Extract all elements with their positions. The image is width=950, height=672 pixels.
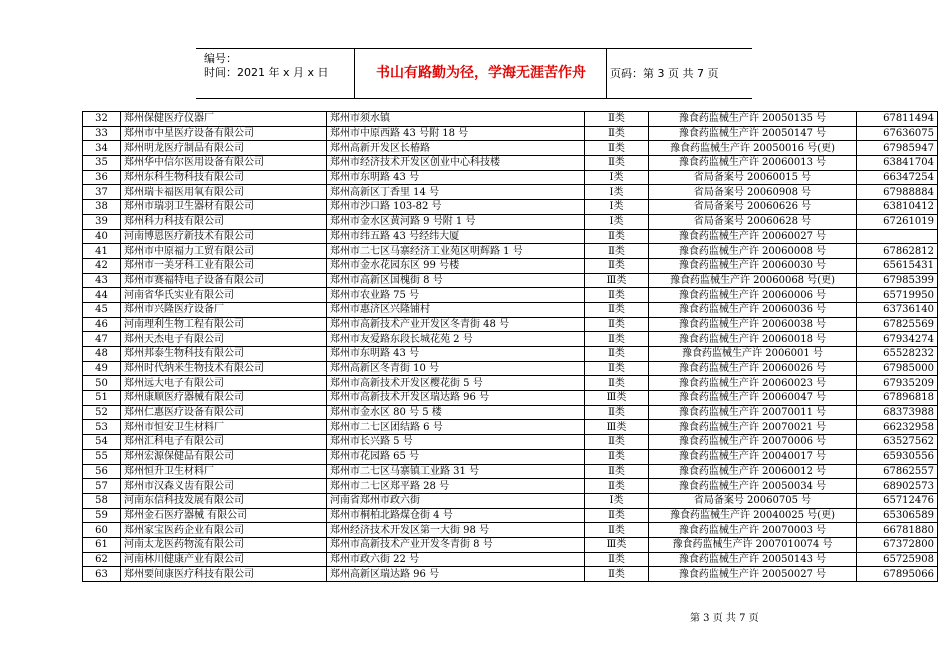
phone-number: 67261019 xyxy=(857,214,938,229)
row-number: 47 xyxy=(83,332,121,347)
table-row xyxy=(83,229,938,244)
company-name: 郑州瑞卡福医用氧有限公司 xyxy=(121,185,327,200)
document-number-label: 编号： xyxy=(204,52,237,65)
device-category: Ⅱ类 xyxy=(585,288,649,303)
license-number: 豫食药监械生产许 20070006 号 xyxy=(649,435,857,450)
company-address: 郑州市桐柏北路煤仓街 4 号 xyxy=(327,508,585,523)
license-number: 豫食药监械生产许 20060068 号(更) xyxy=(649,273,857,288)
table-row xyxy=(83,273,938,288)
company-name: 郑州仁惠医疗设备有限公司 xyxy=(121,405,327,420)
device-category: Ⅱ类 xyxy=(585,435,649,450)
license-number: 省局备案号 20060908 号 xyxy=(649,185,857,200)
table-row xyxy=(83,302,938,317)
header-divider xyxy=(606,49,607,98)
table-row xyxy=(83,112,938,127)
device-category: Ⅱ类 xyxy=(585,141,649,156)
table-row xyxy=(83,156,938,171)
phone-number: 67985000 xyxy=(857,361,938,376)
license-number: 豫食药监械生产许 20060038 号 xyxy=(649,317,857,332)
device-category: Ⅱ类 xyxy=(585,332,649,347)
row-number: 63 xyxy=(83,567,121,582)
device-category: Ⅱ类 xyxy=(585,361,649,376)
company-address: 郑州市高新技术产业开发冬青街 8 号 xyxy=(327,537,585,552)
phone-number: 66347254 xyxy=(857,170,938,185)
table-row xyxy=(83,200,938,215)
company-name: 郑州天杰电子有限公司 xyxy=(121,332,327,347)
page-header xyxy=(196,48,752,99)
device-category: Ⅱ类 xyxy=(585,464,649,479)
row-number: 44 xyxy=(83,288,121,303)
license-number: 豫食药监械生产许 20070003 号 xyxy=(649,523,857,538)
row-number: 39 xyxy=(83,214,121,229)
phone-number: 65615431 xyxy=(857,258,938,273)
company-address: 郑州市沙口路 103-82 号 xyxy=(327,200,585,215)
row-number: 59 xyxy=(83,508,121,523)
license-number: 豫食药监械生产许 20050016 号(更) xyxy=(649,141,857,156)
company-address: 郑州市二七区马寨经济工业苑区明辉路 1 号 xyxy=(327,244,585,259)
license-number: 豫食药监械生产许 20060027 号 xyxy=(649,229,857,244)
row-number: 37 xyxy=(83,185,121,200)
header-divider xyxy=(354,49,355,98)
company-address: 郑州市须水镇 xyxy=(327,112,585,127)
company-address: 郑州市金水区 80 号 5 楼 xyxy=(327,405,585,420)
company-name: 河南太龙医药物流有限公司 xyxy=(121,537,327,552)
header-page-info: 页码：第 3 页 共 7 页 xyxy=(610,67,719,80)
license-number: 省局备案号 20060626 号 xyxy=(649,200,857,215)
device-category: Ⅲ类 xyxy=(585,391,649,406)
company-address: 郑州市纬五路 43 号经纬大厦 xyxy=(327,229,585,244)
license-number: 豫食药监械生产许 20060018 号 xyxy=(649,332,857,347)
company-name: 郑州时代纳米生物技术有限公司 xyxy=(121,361,327,376)
phone-number: 63736140 xyxy=(857,302,938,317)
license-number: 豫食药监械生产许 20060006 号 xyxy=(649,288,857,303)
device-category: Ⅱ类 xyxy=(585,156,649,171)
license-number: 豫食药监械生产许 20050143 号 xyxy=(649,552,857,567)
table-row xyxy=(83,244,938,259)
row-number: 42 xyxy=(83,258,121,273)
phone-number: 65930556 xyxy=(857,449,938,464)
license-number: 豫食药监械生产许 20070011 号 xyxy=(649,405,857,420)
company-address: 郑州高新开发区长椿路 xyxy=(327,141,585,156)
device-category: Ⅱ类 xyxy=(585,126,649,141)
license-number: 省局备案号 20060015 号 xyxy=(649,170,857,185)
table-row xyxy=(83,479,938,494)
license-number: 豫食药监械生产许 20060036 号 xyxy=(649,302,857,317)
company-address: 郑州高新区丁香里 14 号 xyxy=(327,185,585,200)
row-number: 34 xyxy=(83,141,121,156)
table-row xyxy=(83,552,938,567)
row-number: 49 xyxy=(83,361,121,376)
license-number: 豫食药监械生产许 20060008 号 xyxy=(649,244,857,259)
company-name: 郑州保健医疗仪器厂 xyxy=(121,112,327,127)
company-name: 河南理利生物工程有限公司 xyxy=(121,317,327,332)
company-name: 郑州宏源保健品有限公司 xyxy=(121,449,327,464)
table-row xyxy=(83,567,938,582)
company-name: 郑州市赛福特电子设备有限公司 xyxy=(121,273,327,288)
phone-number: 67862557 xyxy=(857,464,938,479)
header-meta xyxy=(204,52,329,80)
phone-number: 67985399 xyxy=(857,273,938,288)
device-category: Ⅰ类 xyxy=(585,170,649,185)
device-category: Ⅱ类 xyxy=(585,508,649,523)
company-address: 郑州市金水花园东区 99 号楼 xyxy=(327,258,585,273)
row-number: 52 xyxy=(83,405,121,420)
company-name: 郑州华中信尔医用设备有限公司 xyxy=(121,156,327,171)
company-name: 郑州科力科技有限公司 xyxy=(121,214,327,229)
device-category: Ⅱ类 xyxy=(585,405,649,420)
table-row xyxy=(83,376,938,391)
company-address: 郑州市金水区黄河路 9 号附 1 号 xyxy=(327,214,585,229)
header-motto: 书山有路勤为径，学海无涯苦作舟 xyxy=(376,65,586,81)
row-number: 54 xyxy=(83,435,121,450)
company-name: 郑州市兴隆医疗设备厂 xyxy=(121,302,327,317)
table-row xyxy=(83,449,938,464)
company-address: 郑州市二七区团结路 6 号 xyxy=(327,420,585,435)
device-category: Ⅰ类 xyxy=(585,185,649,200)
company-name: 郑州东科生物科技有限公司 xyxy=(121,170,327,185)
device-category: Ⅰ类 xyxy=(585,493,649,508)
phone-number: 67811494 xyxy=(857,112,938,127)
company-name: 河南省华氏实业有限公司 xyxy=(121,288,327,303)
phone-number: 67895066 xyxy=(857,567,938,582)
company-address: 郑州市长兴路 5 号 xyxy=(327,435,585,450)
table-row xyxy=(83,332,938,347)
device-category: Ⅱ类 xyxy=(585,479,649,494)
table-row xyxy=(83,141,938,156)
row-number: 56 xyxy=(83,464,121,479)
row-number: 35 xyxy=(83,156,121,171)
page-footer: 第 3 页 共 7 页 xyxy=(690,613,759,624)
license-number: 豫食药监械生产许 20060030 号 xyxy=(649,258,857,273)
document-time-label: 时间：2021 年 x 月 x 日 xyxy=(204,66,329,79)
phone-number: 63841704 xyxy=(857,156,938,171)
license-number: 豫食药监械生产许 20050027 号 xyxy=(649,567,857,582)
table-row xyxy=(83,391,938,406)
company-address: 郑州高新区冬青街 10 号 xyxy=(327,361,585,376)
company-name: 郑州明龙医疗制品有限公司 xyxy=(121,141,327,156)
company-address: 郑州市经济技术开发区创业中心科技楼 xyxy=(327,156,585,171)
enterprise-table-body xyxy=(83,112,938,582)
device-category: Ⅰ类 xyxy=(585,200,649,215)
phone-number: 67372800 xyxy=(857,537,938,552)
row-number: 55 xyxy=(83,449,121,464)
company-address: 郑州经济技术开发区第一大街 98 号 xyxy=(327,523,585,538)
company-address: 郑州高新区瑞达路 96 号 xyxy=(327,567,585,582)
table-row xyxy=(83,493,938,508)
row-number: 53 xyxy=(83,420,121,435)
device-category: Ⅱ类 xyxy=(585,552,649,567)
company-address: 郑州市高新技术开发区瑞达路 96 号 xyxy=(327,391,585,406)
company-name: 河南东信科技发展有限公司 xyxy=(121,493,327,508)
table-row xyxy=(83,464,938,479)
phone-number: 67825569 xyxy=(857,317,938,332)
table-row xyxy=(83,523,938,538)
row-number: 46 xyxy=(83,317,121,332)
device-category: Ⅱ类 xyxy=(585,258,649,273)
device-category: Ⅲ类 xyxy=(585,420,649,435)
row-number: 32 xyxy=(83,112,121,127)
device-category: Ⅱ类 xyxy=(585,449,649,464)
company-name: 郑州康顺医疗器械有限公司 xyxy=(121,391,327,406)
phone-number: 67985947 xyxy=(857,141,938,156)
phone-number xyxy=(857,229,938,244)
table-row xyxy=(83,258,938,273)
phone-number: 65719950 xyxy=(857,288,938,303)
company-name: 河南博恩医疗新技术有限公司 xyxy=(121,229,327,244)
company-address: 郑州市花园路 65 号 xyxy=(327,449,585,464)
phone-number: 66232958 xyxy=(857,420,938,435)
phone-number: 68373988 xyxy=(857,405,938,420)
device-category: Ⅱ类 xyxy=(585,376,649,391)
row-number: 50 xyxy=(83,376,121,391)
phone-number: 65306589 xyxy=(857,508,938,523)
phone-number: 65725908 xyxy=(857,552,938,567)
device-category: Ⅲ类 xyxy=(585,537,649,552)
company-name: 郑州要间康医疗科技有限公司 xyxy=(121,567,327,582)
license-number: 省局备案号 20060705 号 xyxy=(649,493,857,508)
row-number: 51 xyxy=(83,391,121,406)
phone-number: 66781880 xyxy=(857,523,938,538)
device-category: Ⅱ类 xyxy=(585,112,649,127)
company-name: 郑州汇科电子有限公司 xyxy=(121,435,327,450)
phone-number: 67862812 xyxy=(857,244,938,259)
phone-number: 67896818 xyxy=(857,391,938,406)
phone-number: 67636075 xyxy=(857,126,938,141)
table-row xyxy=(83,347,938,362)
phone-number: 68902573 xyxy=(857,479,938,494)
row-number: 40 xyxy=(83,229,121,244)
license-number: 豫食药监械生产许 20050034 号 xyxy=(649,479,857,494)
phone-number: 63527562 xyxy=(857,435,938,450)
company-address: 郑州市中原西路 43 号附 18 号 xyxy=(327,126,585,141)
table-row xyxy=(83,288,938,303)
company-address: 郑州市友爱路东段长城花苑 2 号 xyxy=(327,332,585,347)
license-number: 豫食药监械生产许 20060013 号 xyxy=(649,156,857,171)
company-name: 河南林川健康产业有限公司 xyxy=(121,552,327,567)
table-row xyxy=(83,420,938,435)
license-number: 豫食药监械生产许 20060047 号 xyxy=(649,391,857,406)
table-row xyxy=(83,435,938,450)
row-number: 57 xyxy=(83,479,121,494)
company-name: 郑州金石医疗器械 有限公司 xyxy=(121,508,327,523)
table-row xyxy=(83,361,938,376)
license-number: 豫食药监械生产许 20060023 号 xyxy=(649,376,857,391)
company-address: 郑州市高新区国槐街 8 号 xyxy=(327,273,585,288)
license-number: 豫食药监械生产许 20040017 号 xyxy=(649,449,857,464)
device-category: Ⅱ类 xyxy=(585,567,649,582)
company-address: 郑州市高新技术开发区樱花街 5 号 xyxy=(327,376,585,391)
device-category: Ⅱ类 xyxy=(585,229,649,244)
company-name: 郑州市中原福力工贸有限公司 xyxy=(121,244,327,259)
license-number: 豫食药监械生产许 20060012 号 xyxy=(649,464,857,479)
row-number: 38 xyxy=(83,200,121,215)
row-number: 58 xyxy=(83,493,121,508)
row-number: 60 xyxy=(83,523,121,538)
table-row xyxy=(83,214,938,229)
company-address: 郑州市政六街 22 号 xyxy=(327,552,585,567)
company-address: 郑州市二七区马寨镇工业路 31 号 xyxy=(327,464,585,479)
table-row xyxy=(83,537,938,552)
license-number: 豫食药监械生产许 2006001 号 xyxy=(649,347,857,362)
table-row xyxy=(83,185,938,200)
license-number: 豫食药监械生产许 20050147 号 xyxy=(649,126,857,141)
row-number: 41 xyxy=(83,244,121,259)
company-name: 郑州邦泰生物科技有限公司 xyxy=(121,347,327,362)
table-row xyxy=(83,405,938,420)
company-address: 郑州市东明路 43 号 xyxy=(327,347,585,362)
company-name: 郑州市汉森义齿有限公司 xyxy=(121,479,327,494)
table-row xyxy=(83,317,938,332)
row-number: 43 xyxy=(83,273,121,288)
company-address: 郑州市惠济区兴隆铺村 xyxy=(327,302,585,317)
phone-number: 67988884 xyxy=(857,185,938,200)
row-number: 45 xyxy=(83,302,121,317)
table-row xyxy=(83,126,938,141)
license-number: 豫食药监械生产许 20070021 号 xyxy=(649,420,857,435)
device-category: Ⅱ类 xyxy=(585,302,649,317)
device-category: Ⅱ类 xyxy=(585,244,649,259)
company-address: 郑州市东明路 43 号 xyxy=(327,170,585,185)
license-number: 豫食药监械生产许 20040025 号(更) xyxy=(649,508,857,523)
phone-number: 65712476 xyxy=(857,493,938,508)
license-number: 豫食药监械生产许 20060026 号 xyxy=(649,361,857,376)
company-name: 郑州远大电子有限公司 xyxy=(121,376,327,391)
company-address: 河南省郑州市政六街 xyxy=(327,493,585,508)
row-number: 33 xyxy=(83,126,121,141)
row-number: 62 xyxy=(83,552,121,567)
row-number: 61 xyxy=(83,537,121,552)
company-name: 郑州恒升卫生材料厂 xyxy=(121,464,327,479)
license-number: 省局备案号 20060628 号 xyxy=(649,214,857,229)
company-address: 郑州市高新技术产业开发区冬青街 48 号 xyxy=(327,317,585,332)
row-number: 36 xyxy=(83,170,121,185)
table-row xyxy=(83,508,938,523)
device-category: Ⅱ类 xyxy=(585,347,649,362)
enterprise-table xyxy=(82,111,938,582)
device-category: Ⅰ类 xyxy=(585,214,649,229)
company-address: 郑州市农业路 75 号 xyxy=(327,288,585,303)
phone-number: 67934274 xyxy=(857,332,938,347)
company-name: 郑州市瑞羽卫生器材有限公司 xyxy=(121,200,327,215)
phone-number: 63810412 xyxy=(857,200,938,215)
company-name: 郑州市一美牙科工业有限公司 xyxy=(121,258,327,273)
device-category: Ⅱ类 xyxy=(585,523,649,538)
license-number: 豫食药监械生产许 20050135 号 xyxy=(649,112,857,127)
device-category: Ⅲ类 xyxy=(585,273,649,288)
device-category: Ⅱ类 xyxy=(585,317,649,332)
row-number: 48 xyxy=(83,347,121,362)
company-address: 郑州市二七区郑平路 28 号 xyxy=(327,479,585,494)
phone-number: 67935209 xyxy=(857,376,938,391)
license-number: 豫食药监械生产许 2007010074 号 xyxy=(649,537,857,552)
phone-number: 65528232 xyxy=(857,347,938,362)
company-name: 郑州家宝医药企业有限公司 xyxy=(121,523,327,538)
company-name: 郑州市中星医疗设备有限公司 xyxy=(121,126,327,141)
company-name: 郑州市恒安卫生材料厂 xyxy=(121,420,327,435)
table-row xyxy=(83,170,938,185)
